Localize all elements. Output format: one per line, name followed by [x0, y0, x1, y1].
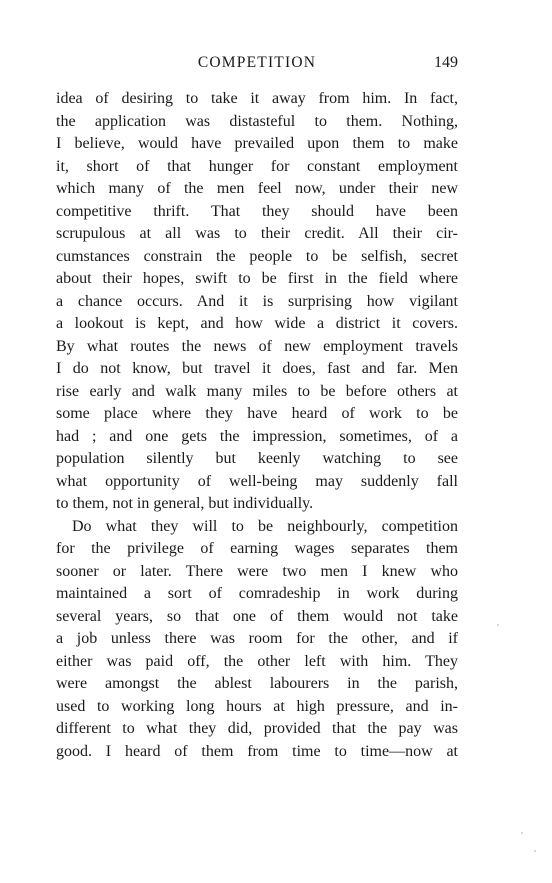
- text-line: a job unless there was room for the other, and if: [56, 630, 458, 647]
- text-line: the application was distasteful to them. Nothing,: [56, 112, 458, 130]
- text-line: it, short of that hunger for constant employment: [56, 157, 458, 175]
- text-line: a chance occurs. And it is surprising how vigilant: [56, 292, 458, 310]
- paragraph-2: [56, 516, 458, 764]
- text-line: By what routes the news of new employment travels: [56, 337, 458, 355]
- text-line: what opportunity of well-being may suddenly fall: [56, 472, 458, 490]
- text-line: some place where they have heard of work to be: [56, 405, 458, 422]
- text-line: for the privilege of earning wages separates them: [56, 540, 458, 557]
- text-line: different to what they did, provided that the pay was: [56, 720, 458, 737]
- page-number: 149: [434, 54, 458, 71]
- text-line: were amongst the ablest labourers in the parish,: [56, 675, 458, 692]
- body-text: [56, 88, 458, 763]
- text-line: rise early and walk many miles to be before others at: [56, 382, 458, 400]
- text-line: I believe, would have prevailed upon them to make: [56, 135, 458, 152]
- text-line: maintained a sort of comradeship in work during: [56, 585, 458, 602]
- text-line: competitive thrift. That they should have been: [56, 202, 458, 220]
- text-line: I do not know, but travel it does, fast and far. Men: [56, 360, 458, 377]
- text-line: sooner or later. There were two men I knew who: [56, 562, 458, 580]
- text-line: population silently but keenly watching to see: [56, 450, 458, 467]
- text-line: a lookout is kept, and how wide a district it covers.: [56, 315, 458, 332]
- text-line: Do what they will to be neighbourly, competition: [72, 517, 458, 535]
- paragraph-1: [56, 88, 458, 516]
- page-header: [56, 54, 458, 76]
- text-line: to them, not in general, but individually.: [56, 495, 314, 512]
- text-line: cumstances constrain the people to be selfish, secret: [56, 247, 458, 265]
- text-line: used to working long hours at high pressure, and in-: [56, 697, 458, 715]
- scan-speck: [521, 832, 523, 834]
- text-line: either was paid off, the other left with him. They: [56, 652, 458, 670]
- text-line: had ; and one gets the impression, sometimes, of a: [56, 427, 458, 445]
- text-line: scrupulous at all was to their credit. All their cir-: [56, 225, 458, 242]
- scan-speck: [497, 624, 499, 626]
- text-line: which many of the men feel now, under their new: [56, 180, 458, 197]
- text-line: good. I heard of them from time to time—now at: [56, 742, 458, 760]
- scan-speck: [534, 850, 536, 852]
- text-line: several years, so that one of them would not take: [56, 607, 458, 625]
- text-line: about their hopes, swift to be first in the field where: [56, 270, 458, 287]
- text-line: idea of desiring to take it away from him. In fact,: [56, 90, 458, 107]
- running-head: COMPETITION: [197, 54, 317, 71]
